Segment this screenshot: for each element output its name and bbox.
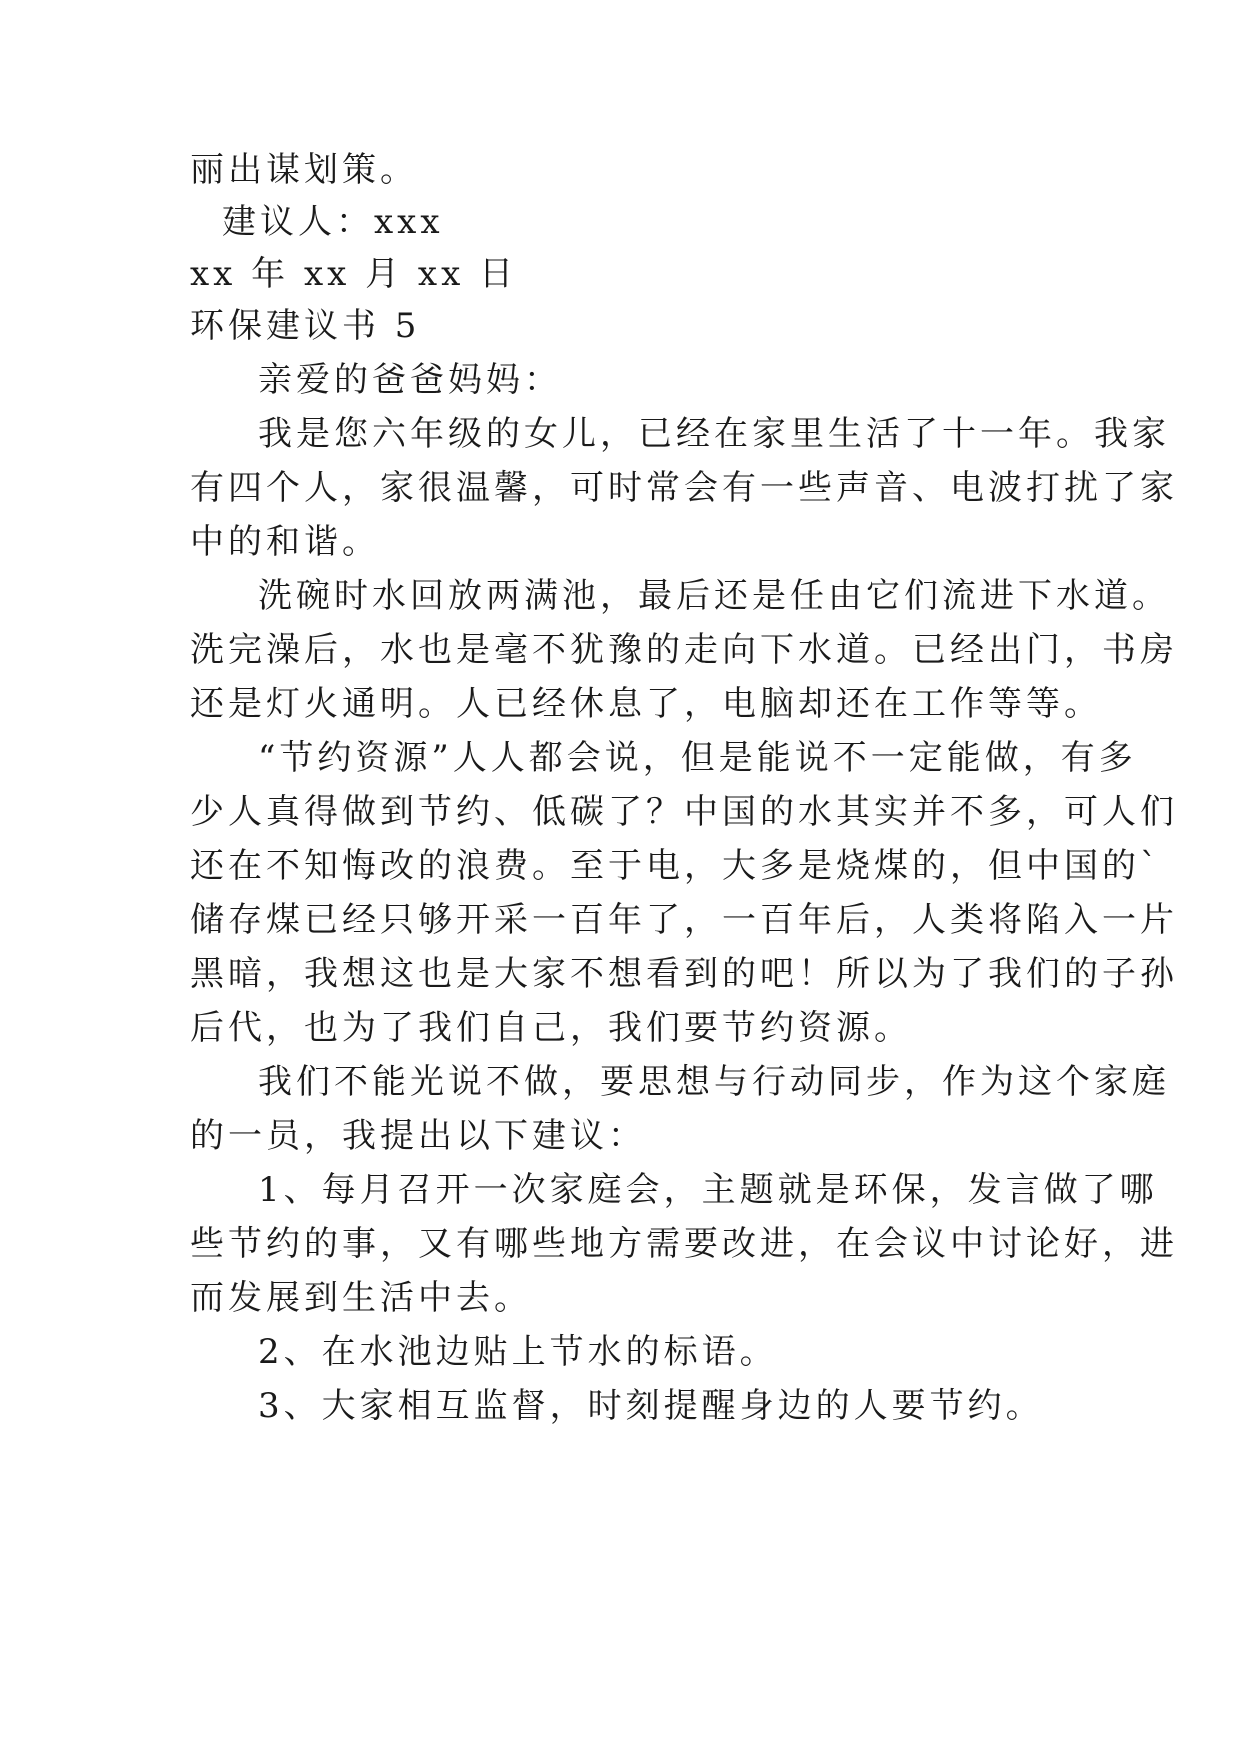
text-line: 而发展到生活中去。 xyxy=(190,1278,532,1318)
text-line: 洗碗时水回放两满池，最后还是任由它们流进下水道。 xyxy=(258,576,1170,616)
text-line: 些节约的事，又有哪些地方需要改进，在会议中讨论好，进 xyxy=(190,1224,1178,1264)
text-line: 中的和谐。 xyxy=(190,522,380,562)
list-item: 1、每月召开一次家庭会，主题就是环保，发言做了哪 xyxy=(258,1170,1158,1210)
text-line: 我们不能光说不做，要思想与行动同步，作为这个家庭 xyxy=(258,1062,1170,1102)
text-line: 还在不知悔改的浪费。至于电，大多是烧煤的，但中国的` xyxy=(190,846,1161,886)
list-item: 2、在水池边贴上节水的标语。 xyxy=(258,1332,778,1372)
text-line: 后代，也为了我们自己，我们要节约资源。 xyxy=(190,1008,912,1048)
text-line: 还是灯火通明。人已经休息了，电脑却还在工作等等。 xyxy=(190,684,1102,724)
date-line: xx 年 xx 月 xx 日 xyxy=(190,254,518,294)
section-title: 环保建议书 5 xyxy=(190,306,421,346)
list-item: 3、大家相互监督，时刻提醒身边的人要节约。 xyxy=(258,1386,1044,1426)
text-line: 有四个人，家很温馨，可时常会有一些声音、电波打扰了家 xyxy=(190,468,1178,508)
text-line: 黑暗，我想这也是大家不想看到的吧！所以为了我们的子孙 xyxy=(190,954,1178,994)
text-line: 丽出谋划策。 xyxy=(190,150,418,190)
text-line: 储存煤已经只够开采一百年了，一百年后，人类将陷入一片 xyxy=(190,900,1178,940)
text-line: 洗完澡后，水也是毫不犹豫的走向下水道。已经出门，书房 xyxy=(190,630,1178,670)
salutation: 亲爱的爸爸妈妈： xyxy=(258,360,562,400)
text-line: “节约资源”人人都会说，但是能说不一定能做，有多 xyxy=(258,738,1137,778)
text-line: 的一员，我提出以下建议： xyxy=(190,1116,646,1156)
text-line: 少人真得做到节约、低碳了？中国的水其实并不多，可人们 xyxy=(190,792,1178,832)
signer-line: 建议人：xxx xyxy=(222,202,444,242)
text-line: 我是您六年级的女儿，已经在家里生活了十一年。我家 xyxy=(258,414,1170,454)
